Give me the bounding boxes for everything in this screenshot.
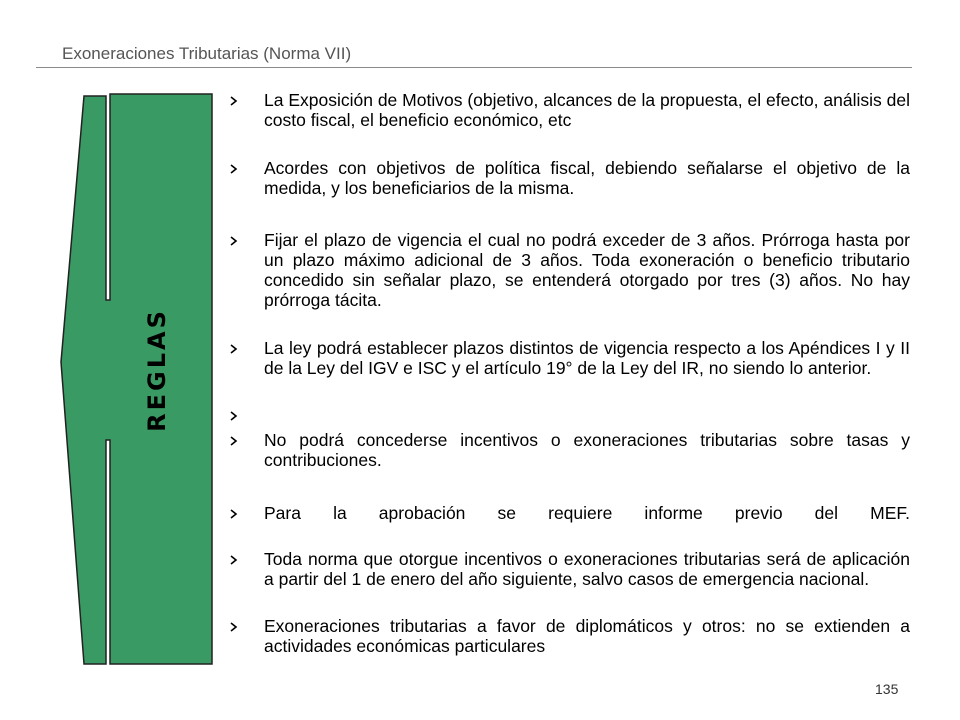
rule-text: La Exposición de Motivos (objetivo, alcances de la propuesta, el efecto, análisis del costo fiscal, el beneficio económico, etc	[264, 90, 910, 130]
rule-item	[228, 158, 910, 198]
arrow-bullet-icon	[228, 554, 240, 566]
rule-item	[228, 549, 910, 589]
rule-text: No podrá concederse incentivos o exoneraciones tributarias sobre tasas y contribuciones.	[264, 430, 910, 470]
rule-text: Toda norma que otorgue incentivos o exoneraciones tributarias será de aplicación a partir del 1 de enero del año siguiente, salvo casos de emergencia nacional.	[264, 549, 910, 589]
rule-text: Acordes con objetivos de política fiscal, debiendo señalarse el objetivo de la medida, y los beneficiarios de la misma.	[264, 158, 910, 198]
arrow-bullet-icon	[228, 410, 240, 422]
rule-item	[228, 503, 910, 523]
arrow-polygon	[61, 94, 212, 664]
rule-item	[228, 90, 910, 130]
reglas-label: REGLAS	[143, 308, 171, 432]
rule-text: La ley podrá establecer plazos distintos de vigencia respecto a los Apéndices I y II de la Ley del IGV e ISC y el artículo 19° de la Ley del IR, no siendo lo anterior.	[264, 338, 910, 378]
rule-item	[228, 230, 910, 310]
arrow-bullet-icon	[228, 621, 240, 633]
rule-item	[228, 338, 910, 378]
rule-text: Fijar el plazo de vigencia el cual no podrá exceder de 3 años. Prórroga hasta por un plazo máximo adicional de 3 años. Toda exoneración o beneficio tributario concedido sin señalar plazo, se entenderá otorgado por tres (3) años. No hay prórroga tácita.	[264, 230, 910, 310]
page-header-title: Exoneraciones Tributarias (Norma VII)	[62, 44, 352, 63]
arrow-bullet-icon	[228, 235, 240, 247]
arrow-bullet-icon	[228, 95, 240, 107]
arrow-bullet-icon	[228, 343, 240, 355]
arrow-bullet-icon	[228, 435, 240, 447]
rule-item	[228, 430, 910, 470]
arrow-bullet-icon	[228, 163, 240, 175]
rule-item	[228, 616, 910, 656]
rule-text: Para la aprobación se requiere informe previo del MEF.	[264, 503, 910, 523]
header-divider	[36, 67, 912, 68]
page-number: 135	[875, 681, 899, 697]
arrow-bullet-icon	[228, 508, 240, 520]
reglas-arrow-shape	[60, 92, 216, 668]
rule-text: Exoneraciones tributarias a favor de diplomáticos y otros: no se extienden a actividades económicas particulares	[264, 616, 910, 656]
